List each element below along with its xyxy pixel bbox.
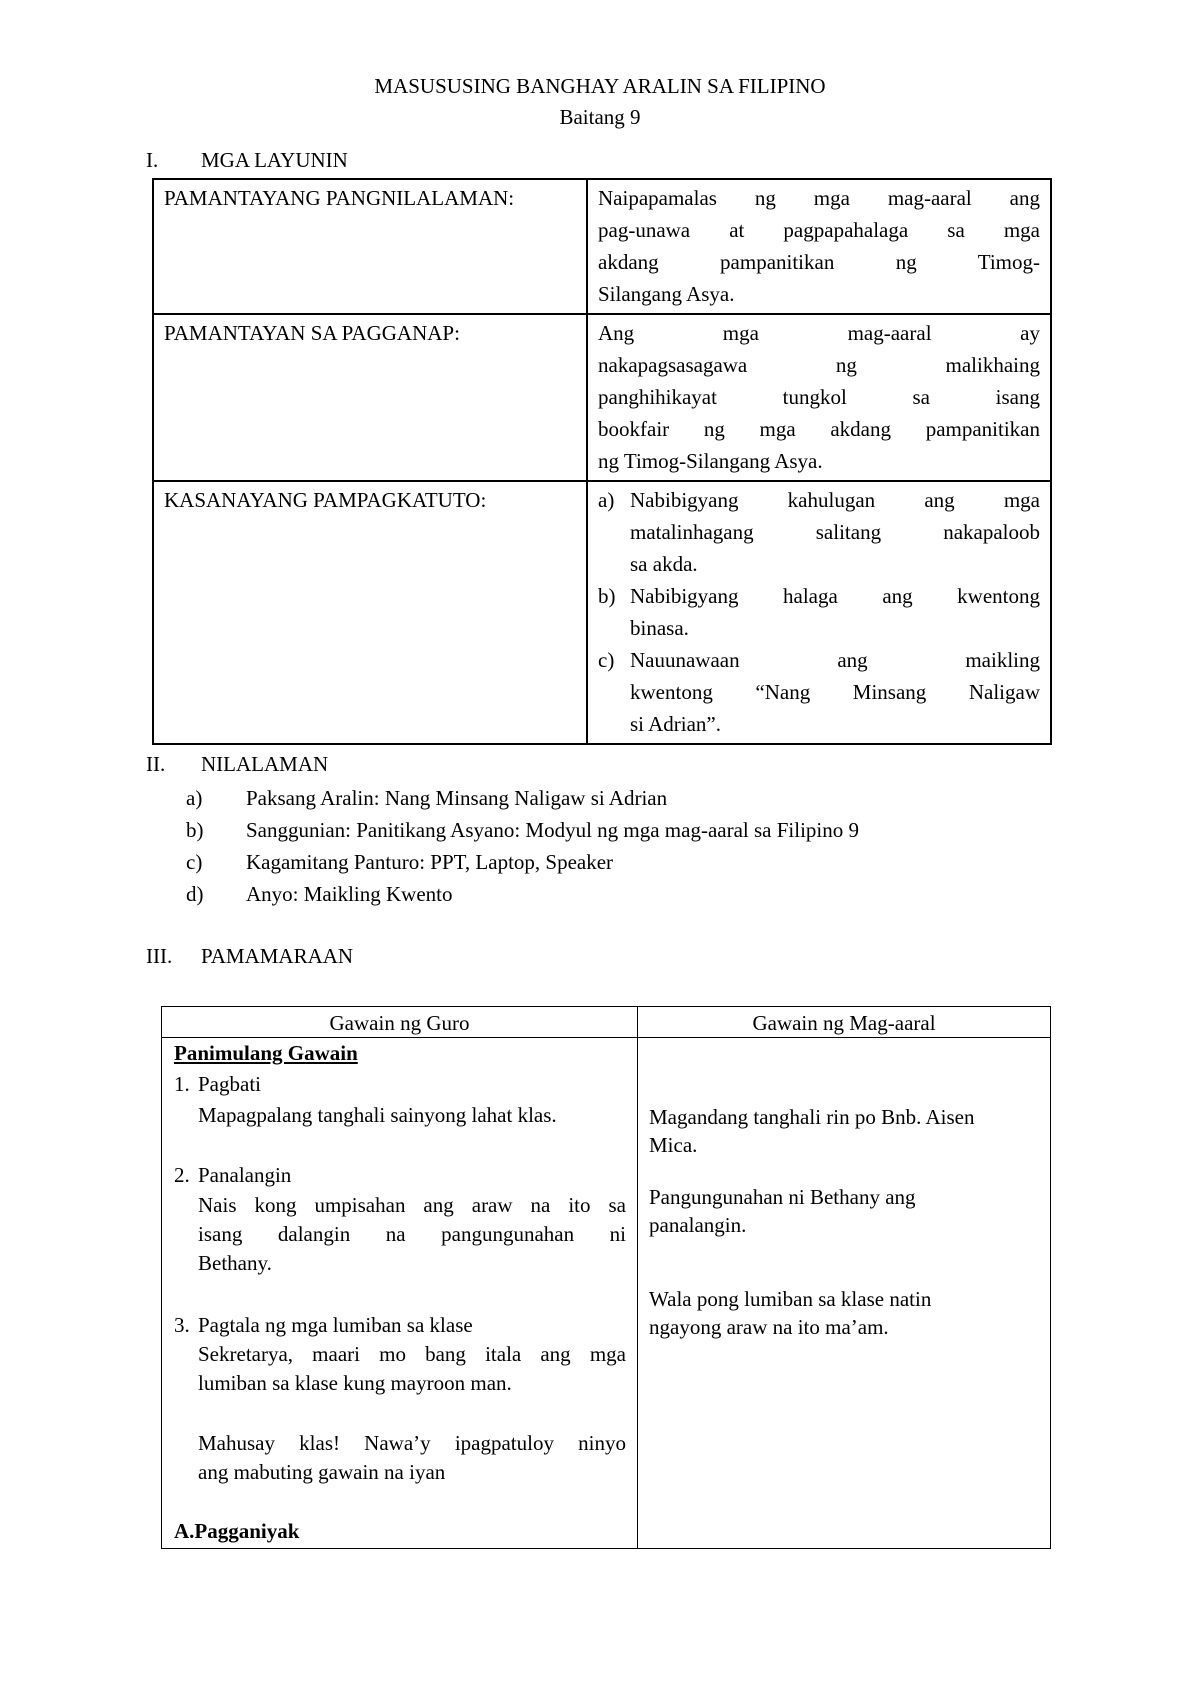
value-line: Nabibigyang kahulugan ang mga [630, 488, 1040, 512]
competency-list [598, 484, 1040, 740]
table-row [153, 481, 1051, 744]
value-line: Nabibigyang halaga ang kwentong [630, 584, 1040, 608]
teacher-line: Nais kong umpisahan ang araw na ito sa [198, 1193, 626, 1217]
value-line: ng Timog-Silangang Asya. [598, 449, 823, 473]
value-line: pag-unawa at pagpapahalaga sa mga [598, 218, 1040, 242]
list-text: Anyo: Maikling Kwento [246, 882, 453, 906]
teacher-line: Sekretarya, maari mo bang itala ang mga [198, 1342, 626, 1366]
value-line: bookfair ng mga akdang pampanitikan [598, 417, 1040, 441]
list-marker: d) [186, 882, 204, 906]
student-line: Mica. [649, 1133, 698, 1157]
column-header-teacher: Gawain ng Guro [329, 1011, 470, 1035]
list-text: Sanggunian: Panitikang Asyano: Modyul ng mga mag-aaral sa Filipino 9 [246, 818, 860, 842]
section-title: MGA LAYUNIN [201, 148, 348, 172]
value-line: Ang mga mag-aaral ay [598, 321, 1040, 345]
step-title: Pagtala ng mga lumiban sa klase [198, 1313, 473, 1337]
objective-value [587, 481, 1051, 744]
step-item [174, 1161, 626, 1190]
student-line: Wala pong lumiban sa klase natin [649, 1287, 932, 1311]
list-marker: c) [186, 850, 203, 874]
list-text: Kagamitang Panturo: PPT, Laptop, Speaker [246, 850, 614, 874]
objective-value [587, 179, 1051, 314]
teacher-line: ang mabuting gawain na iyan [198, 1460, 446, 1484]
value-line: binasa. [630, 616, 689, 640]
list-marker: a) [598, 488, 615, 512]
section-number: I. [146, 148, 159, 172]
table-row [153, 179, 1051, 314]
objective-label: PAMANTAYANG PANGNILALAMAN: [153, 179, 587, 314]
list-marker: b) [186, 818, 204, 842]
step-number: 1. [174, 1072, 190, 1096]
teacher-line: isang dalangin na pangungunahan ni [198, 1222, 626, 1246]
step-number: 3. [174, 1313, 190, 1337]
value-line: Naipapamalas ng mga mag-aaral ang [598, 186, 1040, 210]
student-line: panalangin. [649, 1213, 747, 1237]
subheading-pagganiyak: A.Pagganiyak [174, 1519, 300, 1543]
value-line: kwentong “Nang Minsang Naligaw [630, 680, 1040, 704]
objective-label: PAMANTAYAN SA PAGGANAP: [153, 314, 587, 481]
list-marker: b) [598, 584, 616, 608]
value-line: Nauunawaan ang maikling [630, 648, 1040, 672]
step-title: Pagbati [198, 1072, 261, 1096]
student-line: ngayong araw na ito ma’am. [649, 1315, 889, 1339]
list-item [598, 644, 1040, 740]
section-title: NILALAMAN [201, 752, 329, 776]
procedure-table [161, 1006, 1051, 1549]
value-line: matalinhagang salitang nakapaloob [630, 520, 1040, 544]
list-marker: c) [598, 648, 615, 672]
student-line: Pangungunahan ni Bethany ang [649, 1185, 916, 1209]
value-line: Silangang Asya. [598, 282, 735, 306]
list-item [598, 580, 1040, 644]
value-line: panghihikayat tungkol sa isang [598, 385, 1040, 409]
value-line: nakapagsasagawa ng malikhaing [598, 353, 1040, 377]
column-header-student: Gawain ng Mag-aaral [752, 1011, 936, 1035]
section-number: III. [146, 944, 173, 968]
student-line: Magandang tanghali rin po Bnb. Aisen [649, 1105, 975, 1129]
list-marker: a) [186, 786, 203, 810]
list-item [598, 484, 1040, 580]
teacher-line: Bethany. [198, 1251, 272, 1275]
table-row [153, 314, 1051, 481]
step-item [174, 1070, 626, 1099]
column-divider [637, 1007, 638, 1548]
header-divider [162, 1037, 1050, 1038]
section-title: PAMAMARAAN [201, 944, 354, 968]
objectives-table [152, 178, 1052, 745]
step-title: Panalangin [198, 1163, 292, 1187]
step-item [174, 1311, 626, 1340]
document-subtitle: Baitang 9 [559, 105, 641, 129]
subheading-panimulang-gawain: Panimulang Gawain [174, 1041, 358, 1065]
document-title: MASUSUSING BANGHAY ARALIN SA FILIPINO [374, 74, 826, 98]
value-line: akdang pampanitikan ng Timog- [598, 250, 1040, 274]
value-line: sa akda. [630, 552, 698, 576]
value-line: si Adrian”. [630, 712, 721, 736]
teacher-line: Mahusay klas! Nawa’y ipagpatuloy ninyo [198, 1431, 626, 1455]
step-number: 2. [174, 1163, 190, 1187]
teacher-line: Mapagpalang tanghali sainyong lahat klas. [198, 1103, 557, 1127]
section-number: II. [146, 752, 166, 776]
objective-value [587, 314, 1051, 481]
teacher-line: lumiban sa klase kung mayroon man. [198, 1371, 512, 1395]
list-text: Paksang Aralin: Nang Minsang Naligaw si Adrian [246, 786, 668, 810]
objective-label: KASANAYANG PAMPAGKATUTO: [153, 481, 587, 744]
